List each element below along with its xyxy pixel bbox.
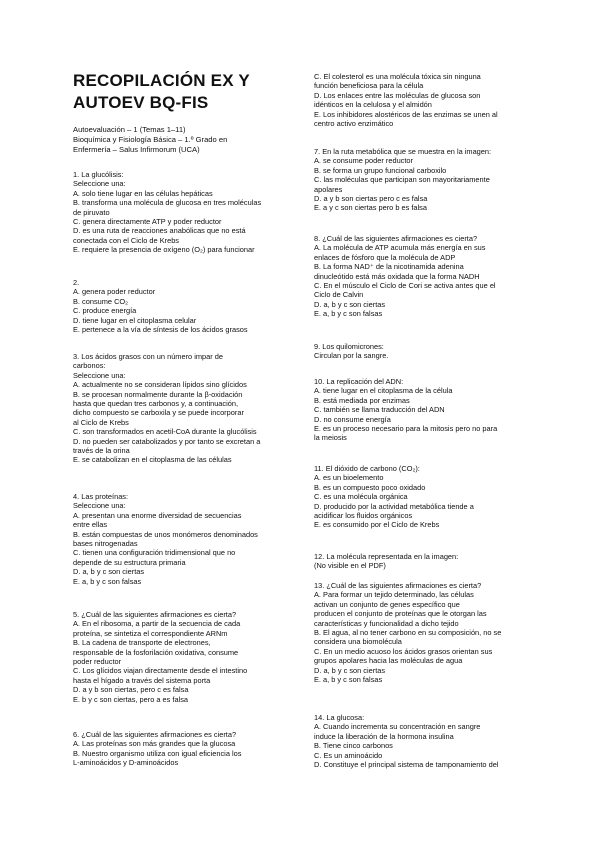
question-stem: C. El colesterol es una molécula tóxica sin ninguna xyxy=(314,72,481,81)
question-line: enlaces de fósforo que la molécula de ADP xyxy=(314,252,456,262)
question-4 xyxy=(73,492,295,586)
question-line: características y funcionalidad a dicho tejido xyxy=(314,618,459,628)
question-line: A. presentan una enorme diversidad de secuencias xyxy=(73,510,242,520)
question-line: bases nitrogenadas xyxy=(73,539,138,549)
question-line: Circulan por la sangre. xyxy=(314,351,389,361)
question-line: E. es un proceso necesario para la mitosis pero no para xyxy=(314,424,498,434)
question-line: hasta el hígado a través del sistema porta xyxy=(73,675,211,685)
question-stem: 6. ¿Cuál de las siguientes afirmaciones es cierta? xyxy=(73,730,237,739)
meta-line-2: Bioquímica y Fisiología Básica – 1.º Grado en xyxy=(73,135,228,144)
question-stem: 10. La replicación del ADN: xyxy=(314,377,404,386)
question-line: B. están compuestas de unos monómeros denominados xyxy=(73,529,258,539)
question-5 xyxy=(73,610,295,704)
question-line: A. La molécula de ATP acumula más energía en sus xyxy=(314,243,486,253)
question-line: D. a, b y c son ciertas xyxy=(314,299,386,309)
question-line: hasta que quedan tres carbonos y, a continuación, xyxy=(73,399,239,409)
question-line: A. Las proteínas son más grandes que la glucosa xyxy=(73,739,236,749)
question-line: Ciclo de Calvin xyxy=(314,290,364,300)
question-line: D. producido por la actividad metabólica tiende a xyxy=(314,501,474,511)
question-line: E. es consumido por el Ciclo de Krebs xyxy=(314,520,440,530)
question-line: B. consume CO₂ xyxy=(73,296,129,306)
question-line: B. Nuestro organismo utiliza con igual eficiencia los xyxy=(73,748,242,758)
question-line: de piruvato xyxy=(73,207,110,217)
question-line: D. Los enlaces entre las moléculas de glucosa son xyxy=(314,90,481,100)
question-line: C. produce energía xyxy=(73,306,137,316)
question-line: centro activo enzimático xyxy=(314,119,394,129)
question-line: B. se procesan normalmente durante la β-oxidación xyxy=(73,389,243,399)
question-line: D. a, b y c son ciertas xyxy=(314,665,386,675)
question-8 xyxy=(314,234,530,319)
question-line: A. solo tiene lugar en las células hepáticas xyxy=(73,188,213,198)
question-line: induce la liberación de la hormona insulina xyxy=(314,731,454,741)
question-line: A. genera poder reductor xyxy=(73,287,156,297)
question-1 xyxy=(73,170,295,255)
question-line: B. La cadena de transporte de electrones, xyxy=(73,638,211,648)
question-11 xyxy=(314,464,530,530)
question-line: apolares xyxy=(314,184,343,194)
question-line: A. se consume poder reductor xyxy=(314,156,414,166)
question-stem: 2. xyxy=(73,278,80,287)
question-stem: 1. La glucólisis: xyxy=(73,170,124,179)
question-line: C. genera directamente ATP y poder reductor xyxy=(73,217,222,227)
question-6-continued xyxy=(314,72,530,128)
question-line: E. a, b y c son falsas xyxy=(73,576,142,586)
meta-line-1: Autoevaluación – 1 (Temas 1–11) xyxy=(73,125,186,134)
question-stem: 7. En la ruta metabólica que se muestra en la imagen: xyxy=(314,147,492,156)
question-line: D. a y b son ciertas pero c es falsa xyxy=(314,194,428,204)
question-stem: 8. ¿Cuál de las siguientes afirmaciones es cierta? xyxy=(314,234,478,243)
question-line: A. actualmente no se consideran lípidos sino glícidos xyxy=(73,380,247,390)
question-line: activan un conjunto de genes específico que xyxy=(314,599,460,609)
question-line: través de la orina xyxy=(73,446,130,456)
document-title xyxy=(73,70,295,114)
question-line: A. Para formar un tejido determinado, las células xyxy=(314,590,474,600)
question-stem: 3. Los ácidos grasos con un número impar de xyxy=(73,352,223,361)
question-line: al Ciclo de Krebs xyxy=(73,417,129,427)
question-line: Seleccione una: xyxy=(73,179,126,189)
question-line: D. no pueden ser catabolizados y por tanto se excretan a xyxy=(73,436,261,446)
question-stem: 5. ¿Cuál de las siguientes afirmaciones es cierta? xyxy=(73,610,237,619)
question-14 xyxy=(314,713,530,769)
question-line: considera una biomolécula xyxy=(314,637,402,647)
question-6 xyxy=(73,730,295,768)
question-line: carbonos: xyxy=(73,361,106,371)
question-line: conectada con el Ciclo de Krebs xyxy=(73,235,179,245)
question-stem: 14. La glucosa: xyxy=(314,713,365,722)
question-line: C. En el músculo el Ciclo de Cori se activa antes que el xyxy=(314,281,496,291)
question-line: C. En un medio acuoso los ácidos grasos orientan sus xyxy=(314,646,493,656)
question-2 xyxy=(73,278,295,334)
question-line: A. tiene lugar en el citoplasma de la célula xyxy=(314,386,453,396)
question-line: entre ellas xyxy=(73,520,108,530)
question-line: A. Cuando incrementa su concentración en sangre xyxy=(314,722,481,732)
question-line: A. es un bioelemento xyxy=(314,473,384,483)
title-line-1: RECOPILACIÓN EX Y xyxy=(73,71,250,90)
question-12 xyxy=(314,552,530,571)
question-stem: 11. El dióxido de carbono (CO₂): xyxy=(314,464,420,473)
question-line: depende de su estructura primaria xyxy=(73,557,186,567)
question-line: B. Tiene cinco carbonos xyxy=(314,741,393,751)
question-line: C. las moléculas que participan son mayoritariamente xyxy=(314,175,490,185)
question-line: B. La forma NAD⁺ de la nicotinamida adenina xyxy=(314,262,464,272)
question-line: E. requiere la presencia de oxígeno (O₂) para funcionar xyxy=(73,245,255,255)
question-line: C. tienen una configuración tridimensional que no xyxy=(73,548,236,558)
question-line: E. se catabolizan en el citoplasma de las células xyxy=(73,455,232,465)
question-line: B. es un compuesto poco oxidado xyxy=(314,482,426,492)
question-line: idénticos en la celulosa y el almidón xyxy=(314,100,432,110)
question-line: Seleccione una: xyxy=(73,370,126,380)
question-stem: 4. Las proteínas: xyxy=(73,492,129,501)
question-line: B. se forma un grupo funcional carboxilo xyxy=(314,165,447,175)
question-line: D. a, b y c son ciertas xyxy=(73,567,145,577)
title-line-2: AUTOEV BQ-FIS xyxy=(73,93,209,112)
question-line: B. está mediada por enzimas xyxy=(314,395,410,405)
question-line: la meiosis xyxy=(314,433,347,443)
question-3 xyxy=(73,352,295,465)
question-line: E. a y c son ciertas pero b es falsa xyxy=(314,203,427,213)
question-line: D. es una ruta de reacciones anabólicas que no está xyxy=(73,226,246,236)
question-line: B. El agua, al no tener carbono en su composición, no se xyxy=(314,628,502,638)
question-line: Seleccione una: xyxy=(73,501,126,511)
question-line: proteína, se sintetiza el correspondiente ARNm xyxy=(73,628,228,638)
question-line: grupos apolares hacia las moléculas de agua xyxy=(314,656,463,666)
meta-line-3: Enfermería – Salus Infirmorum (UCA) xyxy=(73,145,200,154)
question-line: B. transforma una molécula de glucosa en tres moléculas xyxy=(73,198,262,208)
question-9 xyxy=(314,342,530,361)
question-line: L-aminoácidos y D-aminoácidos xyxy=(73,758,179,768)
question-line: D. tiene lugar en el citoplasma celular xyxy=(73,315,197,325)
question-line: C. Es un aminoácido xyxy=(314,750,383,760)
question-line: E. pertenece a la vía de síntesis de los ácidos grasos xyxy=(73,325,248,335)
question-line: E. a, b y c son falsas xyxy=(314,675,383,685)
question-line: C. Los glícidos viajan directamente desde el intestino xyxy=(73,666,248,676)
question-stem: 12. La molécula representada en la imagen: xyxy=(314,552,459,561)
question-line: producen el conjunto de proteínas que le otorgan las xyxy=(314,609,487,619)
question-13 xyxy=(314,581,530,684)
question-line: E. b y c son ciertas, pero a es falsa xyxy=(73,694,189,704)
question-line: D. no consume energía xyxy=(314,414,391,424)
question-line: C. también se llama traducción del ADN xyxy=(314,405,445,415)
question-line: C. son transformados en acetil-CoA durante la glucólisis xyxy=(73,427,257,437)
question-stem: 13. ¿Cuál de las siguientes afirmaciones es cierta? xyxy=(314,581,482,590)
question-line: E. Los inhibidores alostéricos de las enzimas se unen al xyxy=(314,109,498,119)
document-meta xyxy=(73,125,295,155)
question-line: D. a y b son ciertas, pero c es falsa xyxy=(73,685,189,695)
question-7 xyxy=(314,147,530,213)
question-line: dicho compuesto se carboxila y se puede incorporar xyxy=(73,408,244,418)
question-line: acidificar los fluidos orgánicos xyxy=(314,511,413,521)
question-line: dinucleótido está más oxidada que la forma NADH xyxy=(314,271,480,281)
question-line: A. En el ribosoma, a partir de la secuencia de cada xyxy=(73,619,241,629)
question-line: D. Constituye el principal sistema de tamponamiento del xyxy=(314,760,499,770)
question-line: (No visible en el PDF) xyxy=(314,561,386,571)
question-line: C. es una molécula orgánica xyxy=(314,492,408,502)
question-line: responsable de la fosforilación oxidativa, consume xyxy=(73,647,239,657)
question-line: E. a, b y c son falsas xyxy=(314,309,383,319)
question-10 xyxy=(314,377,530,443)
question-line: poder reductor xyxy=(73,657,122,667)
question-line: función beneficiosa para la célula xyxy=(314,81,424,91)
question-stem: 9. Los quilomicrones: xyxy=(314,342,384,351)
